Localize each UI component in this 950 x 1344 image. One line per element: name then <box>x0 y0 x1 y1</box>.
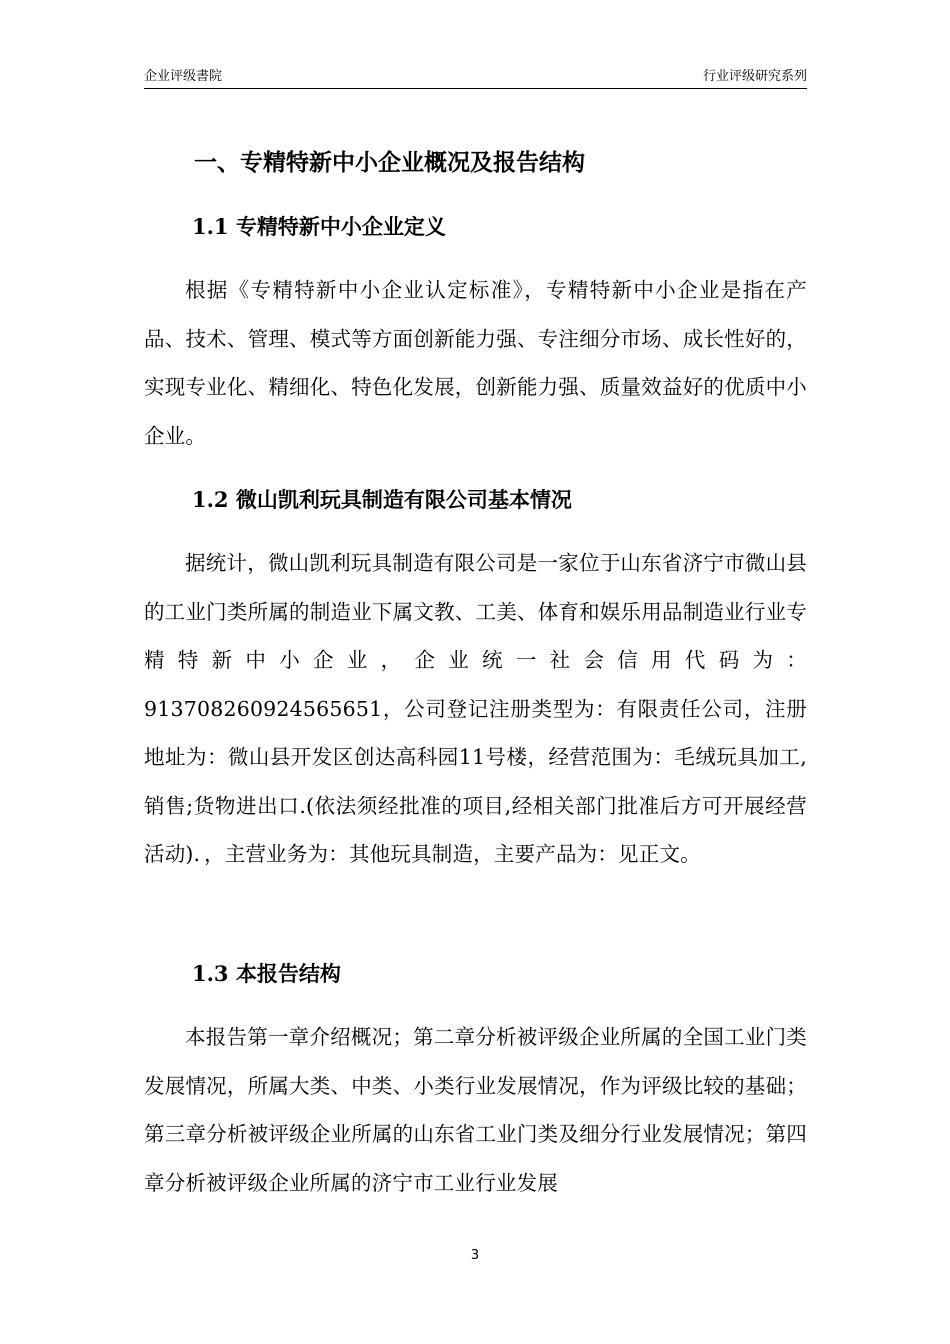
page-number: 3 <box>470 1248 480 1263</box>
section-body-1-3: 本报告第一章介绍概况；第二章分析被评级企业所属的全国工业门类发展情况，所属大类、中类、小类行业发展情况，作为评级比较的基础；第三章分析被评级企业所属的山东省工业门类及细分行业发展情况；第四章分析被评级企业所属的济宁市工业行业发展 <box>144 1025 807 1195</box>
section-heading-1-1: 1.1 专精特新中小企业定义 <box>192 214 446 239</box>
section-heading-1-2: 1.2 微山凯利玩具制造有限公司基本情况 <box>192 487 572 512</box>
chapter-title: 一、专精特新中小企业概况及报告结构 <box>194 149 585 176</box>
section-body-1-1: 根据《专精特新中小企业认定标准》，专精特新中小企业是指在产品、技术、管理、模式等方面创新能力强、专注细分市场、成长性好的，实现专业化、精细化、特色化发展，创新能力强、质量效益好的优质中小企业。 <box>144 278 807 448</box>
section-heading-1-3: 1.3 本报告结构 <box>192 961 341 986</box>
header-series: 行业评级研究系列 <box>702 69 807 84</box>
page-header <box>144 68 807 89</box>
header-publisher: 企业评级書院 <box>144 69 223 84</box>
section-body-1-2: 据统计，微山凯利玩具制造有限公司是一家位于山东省济宁市微山县的工业门类所属的制造业下属文教、工美、体育和娱乐用品制造业行业专精特新中小企业，企业统一社会信用代码为：913708260924565651，公司登记注册类型为：有限责任公司，注册地址为：微山县开发区创达高科园11号楼，经营范围为：毛绒玩具加工,销售;货物进出口.(依法须经批准的项目,经相关部门批准后方可开展经营活动)．，主营业务为：其他玩具制造，主要产品为：见正文。 <box>144 551 807 866</box>
